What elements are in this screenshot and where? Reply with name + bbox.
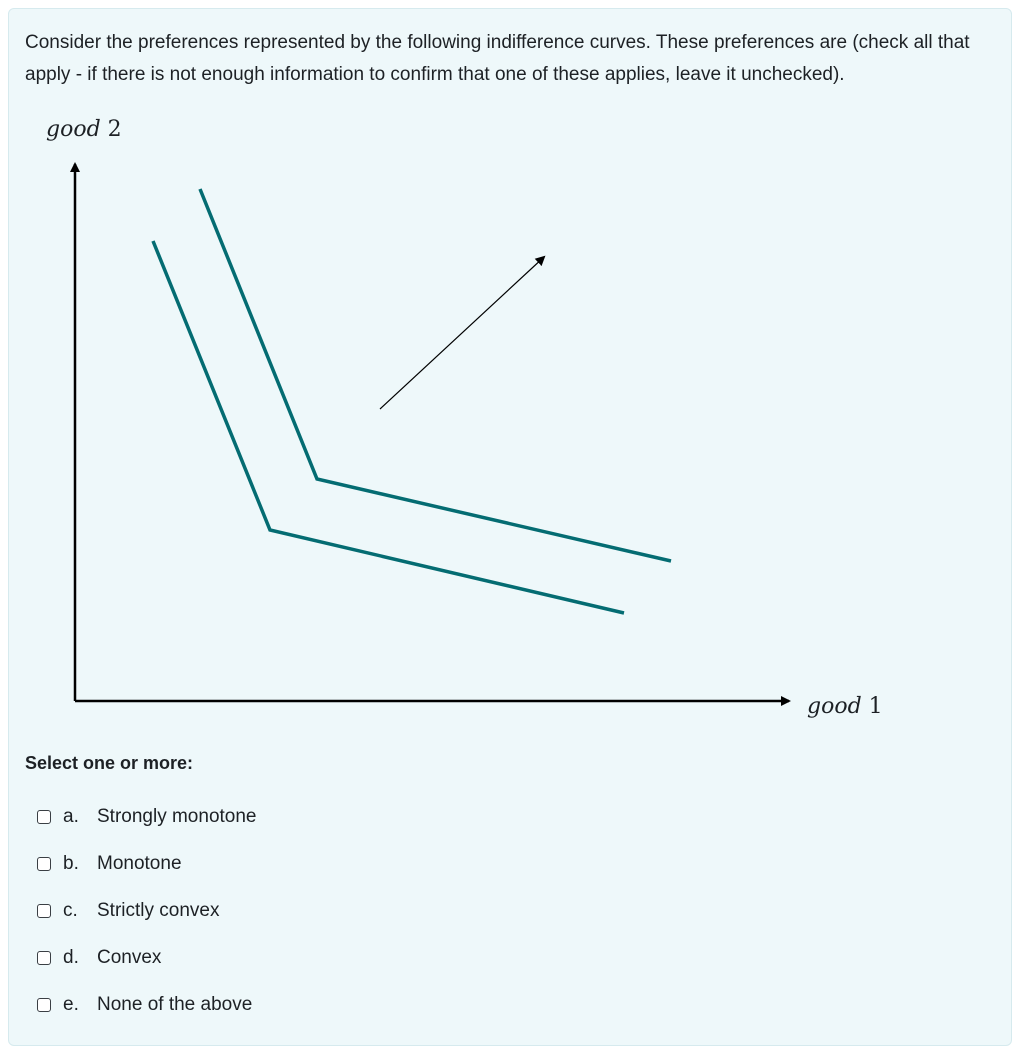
option-c[interactable] (37, 887, 257, 934)
indifference-curve-upper (200, 189, 671, 561)
option-a[interactable] (37, 793, 257, 840)
option-letter: b. (63, 852, 79, 874)
indifference-curve-lower (153, 241, 624, 613)
option-d[interactable] (37, 934, 257, 981)
preference-direction-arrow (380, 257, 544, 409)
option-letter: e. (63, 993, 79, 1015)
x-axis-label: good 1 (807, 694, 883, 719)
option-label[interactable]: Strongly monotone (97, 805, 257, 827)
option-label[interactable]: Monotone (97, 852, 182, 874)
option-letter: c. (63, 899, 78, 921)
question-text: Consider the preferences represented by the following indifference curves. These preferences are (check all that apply - if there is not enough information to confirm that one of these applies, leave it unchecked). (25, 32, 970, 85)
option-letter: a. (63, 805, 79, 827)
option-e[interactable] (37, 981, 257, 1028)
option-d-checkbox[interactable] (37, 951, 51, 965)
option-b[interactable] (37, 840, 257, 887)
option-c-checkbox[interactable] (37, 904, 51, 918)
option-label[interactable]: None of the above (97, 993, 253, 1015)
option-letter: d. (63, 946, 79, 968)
option-e-checkbox[interactable] (37, 998, 51, 1012)
option-label[interactable]: Strictly convex (97, 899, 220, 921)
select-label: Select one or more: (25, 753, 194, 773)
indifference-curve-figure (9, 104, 1009, 724)
y-axis-label: good 2 (46, 117, 122, 142)
option-label[interactable]: Convex (97, 946, 162, 968)
answer-options (37, 793, 257, 1028)
option-a-checkbox[interactable] (37, 810, 51, 824)
option-b-checkbox[interactable] (37, 857, 51, 871)
question-card (8, 8, 1012, 1046)
